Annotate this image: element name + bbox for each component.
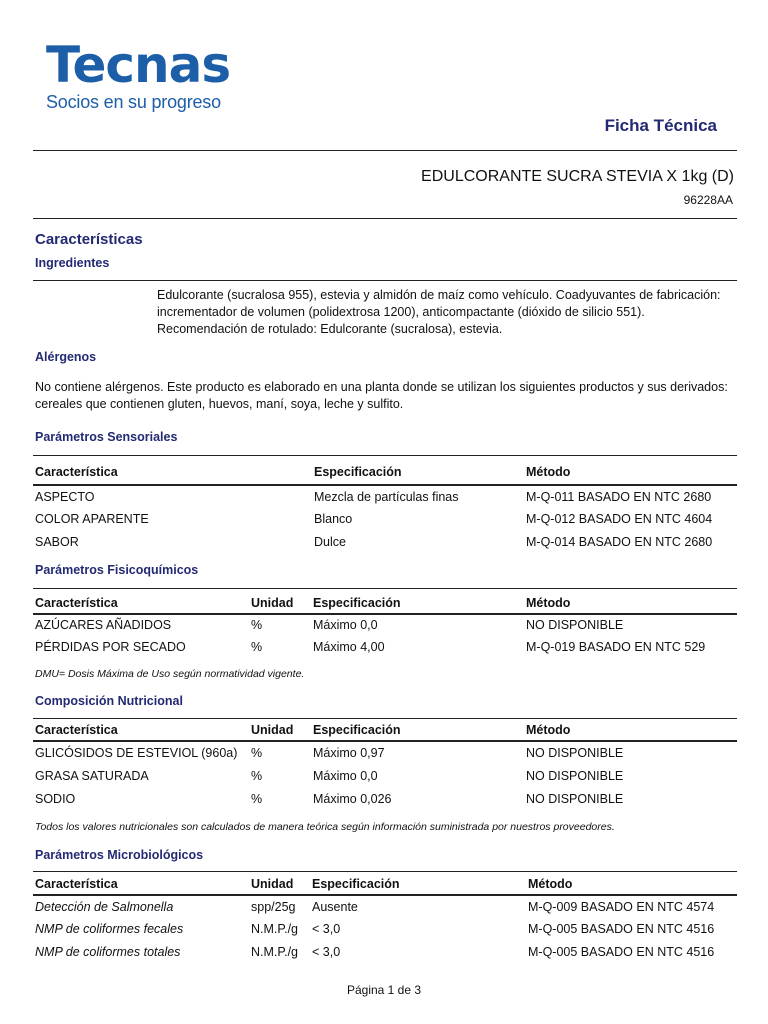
company-logo — [46, 36, 231, 113]
table-cell: % — [251, 618, 263, 632]
ingredientes-text: Edulcorante (sucralosa 955), estevia y almidón de maíz como vehículo. Coadyuvantes de fabricación: incrementador de volumen (polidextrosa 1200), anticompactante (dióxido de silicio 551). Recomendación de rotulado: Edulcorante (sucralosa), estevia. — [157, 288, 721, 336]
document-type-title: Ficha Técnica — [604, 116, 717, 135]
column-header: Especificación — [313, 596, 401, 610]
microbiologicos-top-rule — [33, 871, 737, 872]
column-header: Especificación — [314, 465, 402, 479]
table-cell: M-Q-011 BASADO EN NTC 2680 — [526, 490, 712, 504]
table-cell: % — [251, 746, 263, 760]
section-title-ingredientes: Ingredientes — [35, 256, 110, 270]
table-cell: M-Q-014 BASADO EN NTC 2680 — [526, 535, 713, 549]
table-cell: % — [251, 640, 263, 654]
column-header: Unidad — [251, 877, 294, 891]
column-header: Especificación — [313, 723, 401, 737]
column-header: Unidad — [251, 723, 294, 737]
column-header: Característica — [35, 723, 118, 737]
table-cell: GLICÓSIDOS DE ESTEVIOL (960a) — [35, 746, 238, 760]
table-cell: Mezcla de partículas finas — [314, 490, 459, 504]
table-cell: Máximo 0,0 — [313, 618, 378, 632]
table-cell: Máximo 4,00 — [313, 640, 385, 654]
table-cell: N.M.P./g — [251, 945, 299, 959]
table-cell: ASPECTO — [35, 490, 95, 504]
table-cell: % — [251, 792, 263, 806]
table-cell: Máximo 0,97 — [313, 746, 385, 760]
product-code: 96228AA — [683, 193, 733, 207]
column-header: Característica — [35, 877, 118, 891]
logo-wordmark: Tecnas — [46, 36, 231, 94]
table-cell: N.M.P./g — [251, 922, 299, 936]
column-header: Método — [528, 877, 573, 891]
header-divider — [33, 150, 737, 151]
page-number: Página 1 de 3 — [346, 983, 422, 997]
section-title-sensoriales: Parámetros Sensoriales — [35, 430, 178, 444]
table-cell: spp/25g — [251, 900, 296, 914]
table-cell: Máximo 0,026 — [313, 792, 392, 806]
section-title-fisicoquimicos: Parámetros Fisicoquímicos — [35, 563, 199, 577]
table-cell: Detección de Salmonella — [35, 900, 174, 914]
table-cell: Dulce — [314, 535, 346, 549]
table-cell: M-Q-019 BASADO EN NTC 529 — [526, 640, 706, 654]
nutricional-note: Todos los valores nutricionales son calculados de manera teórica según información suministrada por nuestros proveedores. — [35, 821, 615, 833]
column-header: Especificación — [312, 877, 400, 891]
column-header: Característica — [35, 465, 118, 479]
table-cell: M-Q-012 BASADO EN NTC 4604 — [526, 512, 713, 526]
sensoriales-header-rule — [33, 484, 737, 486]
dmu-note: DMU= Dosis Máxima de Uso según normatividad vigente. — [35, 668, 305, 680]
nutricional-top-rule — [33, 718, 737, 719]
table-cell: < 3,0 — [312, 922, 341, 936]
column-header: Unidad — [251, 596, 294, 610]
microbiologicos-header-rule — [33, 894, 737, 896]
column-header: Característica — [35, 596, 118, 610]
table-cell: Máximo 0,0 — [313, 769, 378, 783]
product-divider — [33, 218, 737, 219]
table-cell: NO DISPONIBLE — [526, 769, 624, 783]
ingredientes-divider — [33, 280, 737, 281]
table-cell: GRASA SATURADA — [35, 769, 149, 783]
table-cell: NMP de coliformes totales — [35, 945, 181, 959]
table-cell: M-Q-005 BASADO EN NTC 4516 — [528, 945, 715, 959]
logo-tagline: Socios en su progreso — [46, 92, 221, 112]
table-cell: AZÚCARES AÑADIDOS — [35, 618, 172, 632]
table-cell: M-Q-005 BASADO EN NTC 4516 — [528, 922, 715, 936]
column-header: Método — [526, 596, 571, 610]
table-cell: SABOR — [35, 535, 79, 549]
sensoriales-top-rule — [33, 455, 737, 456]
alergenos-text: No contiene alérgenos. Este producto es elaborado en una planta donde se utilizan los siguientes productos y sus derivados: cereales que contienen gluten, huevos, maní, soya, leche y sulfito. — [35, 380, 728, 411]
table-cell: Ausente — [312, 900, 358, 914]
product-name: EDULCORANTE SUCRA STEVIA X 1kg (D) — [421, 168, 734, 185]
section-title-nutricional: Composición Nutricional — [35, 694, 183, 708]
table-cell: PÉRDIDAS POR SECADO — [35, 640, 186, 654]
table-cell: NO DISPONIBLE — [526, 792, 624, 806]
nutricional-header-rule — [33, 740, 737, 742]
table-cell: M-Q-009 BASADO EN NTC 4574 — [528, 900, 715, 914]
table-cell: NO DISPONIBLE — [526, 746, 624, 760]
column-header: Método — [526, 465, 571, 479]
table-cell: Blanco — [314, 512, 353, 526]
section-title-alergenos: Alérgenos — [35, 350, 97, 364]
table-cell: % — [251, 769, 263, 783]
table-cell: SODIO — [35, 792, 76, 806]
table-cell: NMP de coliformes fecales — [35, 922, 184, 936]
table-cell: < 3,0 — [312, 945, 341, 959]
column-header: Método — [526, 723, 571, 737]
fisicoquimicos-top-rule — [33, 588, 737, 589]
table-cell: NO DISPONIBLE — [526, 618, 624, 632]
table-cell: COLOR APARENTE — [35, 512, 149, 526]
section-title-caracteristicas: Características — [35, 231, 143, 248]
fisicoquimicos-header-rule — [33, 613, 737, 615]
section-title-microbiologicos: Parámetros Microbiológicos — [35, 848, 204, 862]
